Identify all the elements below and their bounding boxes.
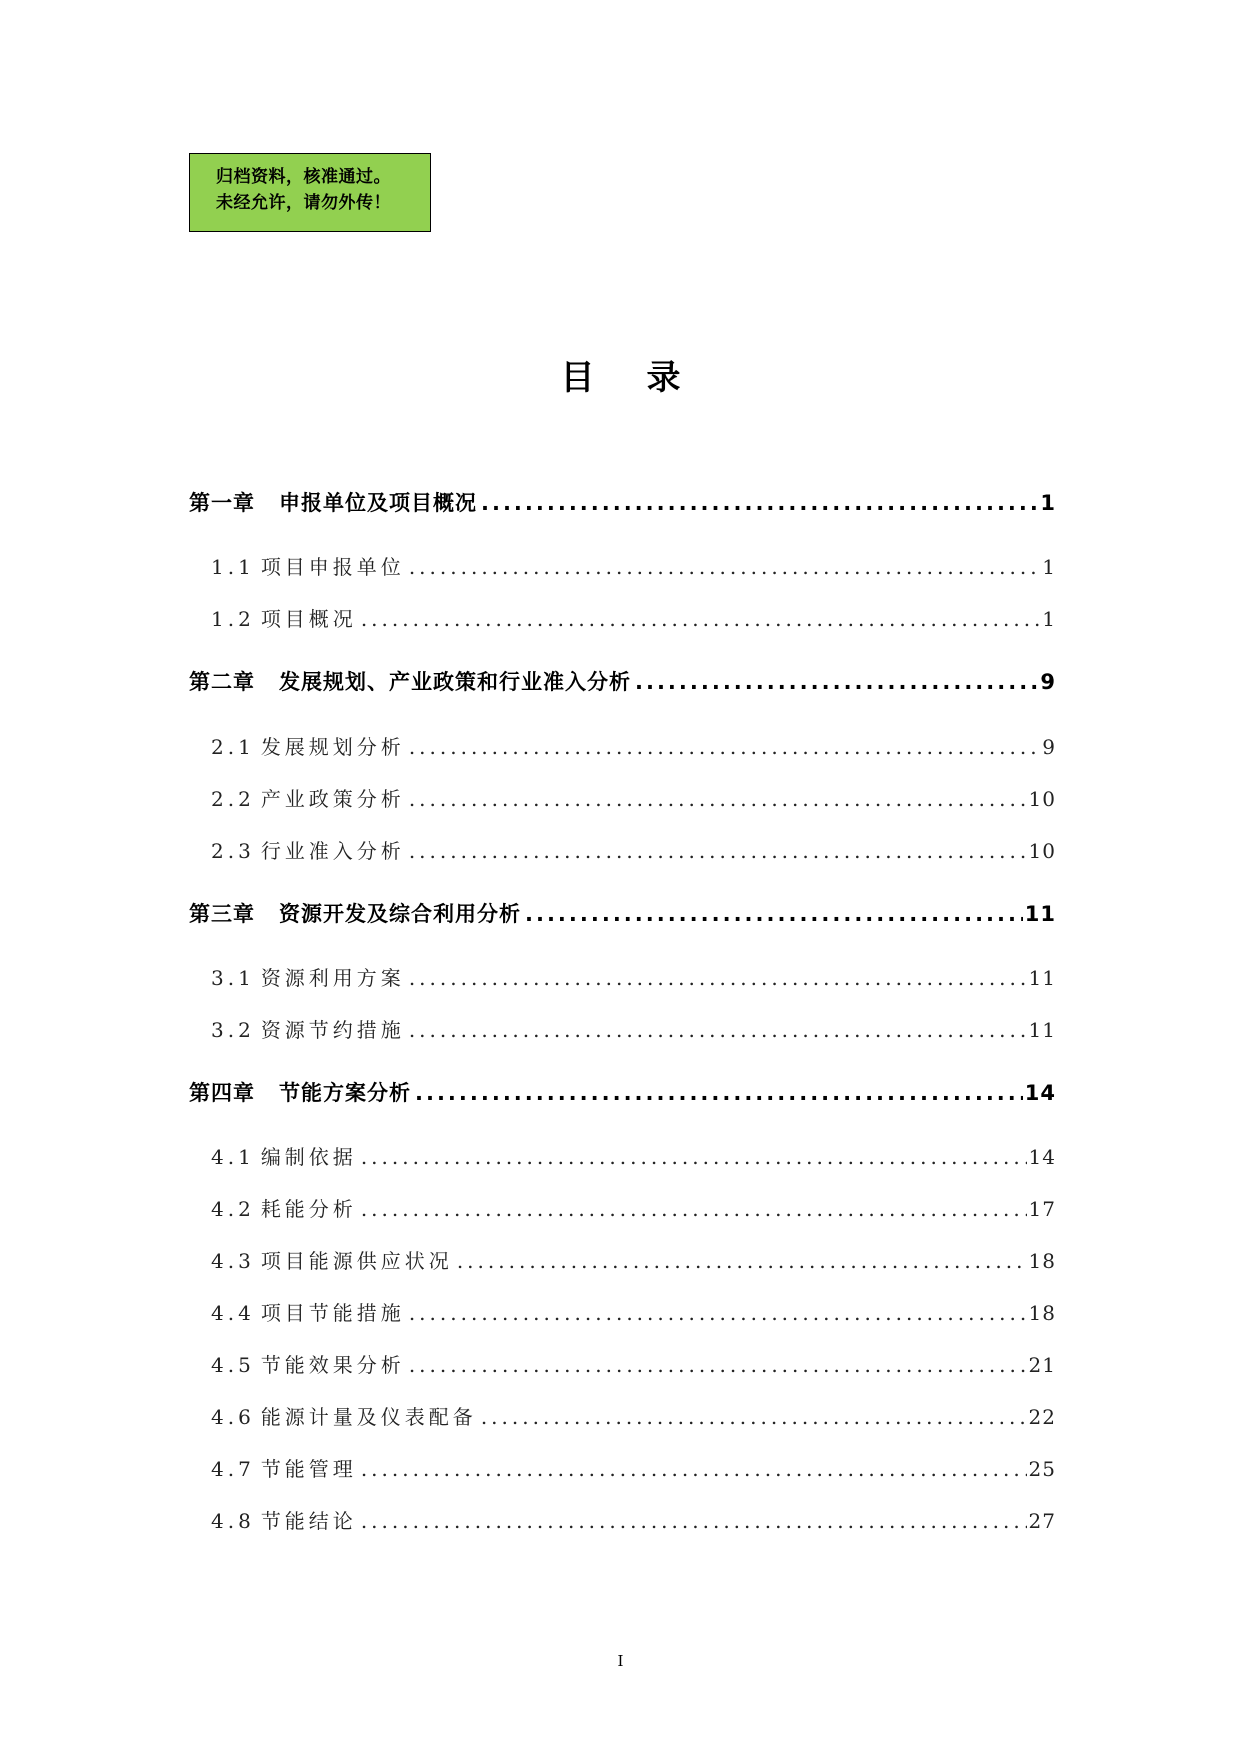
toc-dot-leader: [361, 1457, 1027, 1481]
toc-entry-number: 4.6: [211, 1405, 255, 1429]
toc-entry-page: 14: [1024, 1081, 1056, 1105]
toc-entry-title: 节能结论: [260, 1509, 357, 1533]
toc-entry-number: 4.5: [211, 1353, 255, 1377]
toc-entry-page: 10: [1028, 787, 1056, 811]
toc-entry-number: 第三章: [189, 902, 255, 926]
toc-entry-page: 17: [1028, 1197, 1056, 1221]
toc-entry-title: 资源利用方案: [260, 966, 405, 990]
toc-entry[interactable]: [211, 603, 1056, 632]
toc-entry-number: 2.2: [211, 787, 255, 811]
toc-entry[interactable]: [189, 666, 1056, 696]
toc-entry-title: 项目申报单位: [260, 555, 405, 579]
toc-entry[interactable]: [211, 1505, 1056, 1534]
toc-entry-page: 11: [1028, 966, 1056, 990]
page-number: I: [617, 1652, 624, 1670]
toc-entry[interactable]: [211, 1453, 1056, 1482]
toc-entry[interactable]: [211, 551, 1056, 580]
toc-entry-page: 18: [1028, 1249, 1056, 1273]
archive-stamp: [189, 153, 431, 232]
toc-entry-title: 项目概况: [260, 607, 357, 631]
toc-entry-page: 27: [1028, 1509, 1056, 1533]
toc-entry-title: 申报单位及项目概况: [279, 491, 477, 515]
toc-entry-number: 4.3: [211, 1249, 255, 1273]
toc-entry-title: 能源计量及仪表配备: [260, 1405, 477, 1429]
toc-entry-number: 4.2: [211, 1197, 255, 1221]
toc-dot-leader: [361, 1145, 1027, 1169]
toc-dot-leader: [525, 902, 1023, 926]
toc-dot-leader: [409, 1353, 1027, 1377]
toc-entry-title: 节能效果分析: [260, 1353, 405, 1377]
toc-entry[interactable]: [211, 1014, 1056, 1043]
stamp-line-1: 归档资料，核准通过。: [216, 167, 391, 187]
toc-entry-number: 2.3: [211, 839, 255, 863]
toc-entry[interactable]: [211, 962, 1056, 991]
toc-entry[interactable]: [211, 731, 1056, 760]
toc-entry-number: 4.1: [211, 1145, 255, 1169]
toc-entry-title: 发展规划分析: [260, 735, 405, 759]
toc-entry-page: 1: [1042, 607, 1056, 631]
toc-entry-page: 21: [1028, 1353, 1056, 1377]
toc-entry-number: 4.7: [211, 1457, 255, 1481]
toc-entry-page: 25: [1028, 1457, 1056, 1481]
toc-entry-number: 4.4: [211, 1301, 255, 1325]
toc-entry[interactable]: [189, 487, 1056, 517]
toc-entry-title: 节能方案分析: [279, 1081, 411, 1105]
toc-entry-page: 1: [1040, 491, 1056, 515]
toc-entry-page: 9: [1040, 670, 1056, 694]
toc-entry[interactable]: [211, 1349, 1056, 1378]
toc-dot-leader: [481, 491, 1038, 515]
toc-entry-title: 资源节约措施: [260, 1018, 405, 1042]
toc-dot-leader: [361, 607, 1040, 631]
toc-entry-number: 1.1: [211, 555, 255, 579]
toc-entry[interactable]: [211, 1141, 1056, 1170]
toc-title: 目录: [560, 358, 733, 398]
toc-dot-leader: [409, 555, 1040, 579]
toc-entry[interactable]: [211, 835, 1056, 864]
toc-entry[interactable]: [189, 1077, 1056, 1107]
toc-entry[interactable]: [211, 1193, 1056, 1222]
toc-entry-title: 发展规划、产业政策和行业准入分析: [279, 670, 631, 694]
toc-entry-number: 第二章: [189, 670, 255, 694]
stamp-line-2: 未经允许，请勿外传！: [216, 193, 391, 213]
toc-entry-page: 22: [1028, 1405, 1056, 1429]
toc-dot-leader: [361, 1509, 1027, 1533]
toc-entry-title: 资源开发及综合利用分析: [279, 902, 521, 926]
toc-entry-page: 11: [1024, 902, 1056, 926]
toc-dot-leader: [409, 1018, 1027, 1042]
toc-entry[interactable]: [211, 1245, 1056, 1274]
toc-entry-number: 第四章: [189, 1081, 255, 1105]
toc-entry-number: 4.8: [211, 1509, 255, 1533]
toc-dot-leader: [409, 839, 1027, 863]
toc-entry-number: 第一章: [189, 491, 255, 515]
toc-entry-page: 18: [1028, 1301, 1056, 1325]
toc-entry-page: 11: [1028, 1018, 1056, 1042]
toc-entry-title: 项目能源供应状况: [260, 1249, 453, 1273]
toc-dot-leader: [409, 735, 1040, 759]
toc-entry-page: 10: [1028, 839, 1056, 863]
toc-entry[interactable]: [211, 1401, 1056, 1430]
toc-entry-number: 1.2: [211, 607, 255, 631]
toc-entry[interactable]: [189, 898, 1056, 928]
toc-entry-title: 行业准入分析: [260, 839, 405, 863]
toc-entry-title: 产业政策分析: [260, 787, 405, 811]
toc-dot-leader: [415, 1081, 1023, 1105]
toc-entry[interactable]: [211, 783, 1056, 812]
toc-entry-page: 14: [1028, 1145, 1056, 1169]
toc-entry-number: 3.2: [211, 1018, 255, 1042]
toc-dot-leader: [457, 1249, 1027, 1273]
toc-entry[interactable]: [211, 1297, 1056, 1326]
toc-dot-leader: [409, 787, 1027, 811]
toc-entry-title: 项目节能措施: [260, 1301, 405, 1325]
toc-dot-leader: [409, 966, 1027, 990]
toc-entry-page: 9: [1042, 735, 1056, 759]
toc-dot-leader: [635, 670, 1038, 694]
toc-entry-title: 编制依据: [260, 1145, 357, 1169]
toc-dot-leader: [481, 1405, 1027, 1429]
toc-entry-number: 2.1: [211, 735, 255, 759]
toc-entry-number: 3.1: [211, 966, 255, 990]
toc-entry-title: 节能管理: [260, 1457, 357, 1481]
toc-entry-title: 耗能分析: [260, 1197, 357, 1221]
toc-dot-leader: [361, 1197, 1027, 1221]
toc-dot-leader: [409, 1301, 1027, 1325]
toc-entry-page: 1: [1042, 555, 1056, 579]
